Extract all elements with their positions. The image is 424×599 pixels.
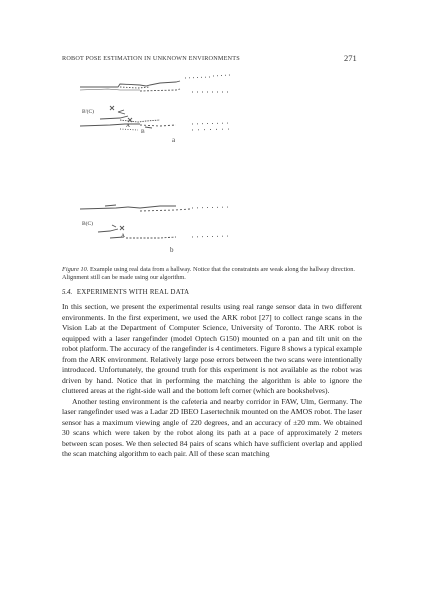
panel-b-scan-lower (98, 225, 230, 238)
section-title: EXPERIMENTS WITH REAL DATA (76, 289, 190, 296)
paragraph-2: Another testing environment is the cafeteria and nearby corridor in FAW, Ulm, Germany. The laser rangefinder used was a Ladar 2D IBEO Lasertechnik mounted on the AMOS robot. The laser sensor has a maximum viewing angle of 220 degrees, and an accuracy of ±20 mm. We obtained 30 scans which were taken by the robot along its path at a pace of approximately 2 meters between scan poses. We then selected 84 pairs of scans which have sufficient overlap and applied the scan matching algorithm to each pair. All of these scan matching (62, 396, 362, 458)
panel-a-scan-upper (80, 75, 230, 92)
panel-b-label: b (170, 246, 174, 254)
figure-label: Figure 10. (62, 266, 89, 273)
paragraph-1: In this section, we present the experimental results using real range sensor data in two different environments. In the first experiment, we used the ARK robot [27] to collect range scans in the Vision Lab at the Department of Computer Science, University of Toronto. The ARK robot is equipped with a laser rangefinder (model Optech G150) mounted on a pan and tilt unit on the robot platform. The accuracy of the rangefinder is 4 centimeters. Figure 8 shows a typical example from the ARK environment. Relatively large pose errors between the two scans were intentionally introduced. Unfortunately, the ground truth for this experiment is not available as the robot was driven by hand. Notice that in performing the matching the algorithm is able to ignore the cluttered areas at the right-side wall and the bottom left corner (which are bookshelves). (62, 302, 362, 395)
caption-text: Example using real data from a hallway. Notice that the constraints are weak along the hallway direction. Alignment still can be made using our algorithm. (62, 266, 355, 282)
panel-a-label: a (172, 136, 176, 144)
running-head: ROBOT POSE ESTIMATION IN UNKNOWN ENVIRONMENTS (62, 55, 240, 62)
figure-caption (62, 266, 362, 282)
scan-label-b-c: B(C) (82, 221, 93, 227)
figure-scans (80, 66, 340, 262)
scan-label-a: A (126, 123, 130, 129)
scan-label-b-prime: B'(C) (82, 109, 94, 115)
scan-label-a-b: A (121, 233, 125, 239)
figure-10 (80, 66, 340, 262)
panel-b-scan-upper (80, 205, 230, 211)
section-number: 5.4. (62, 289, 73, 296)
body-text (62, 302, 362, 460)
scan-label-b: B (141, 129, 145, 135)
panel-a-scan-lower (80, 106, 230, 130)
page-number: 271 (344, 53, 357, 63)
section-heading (62, 289, 362, 296)
